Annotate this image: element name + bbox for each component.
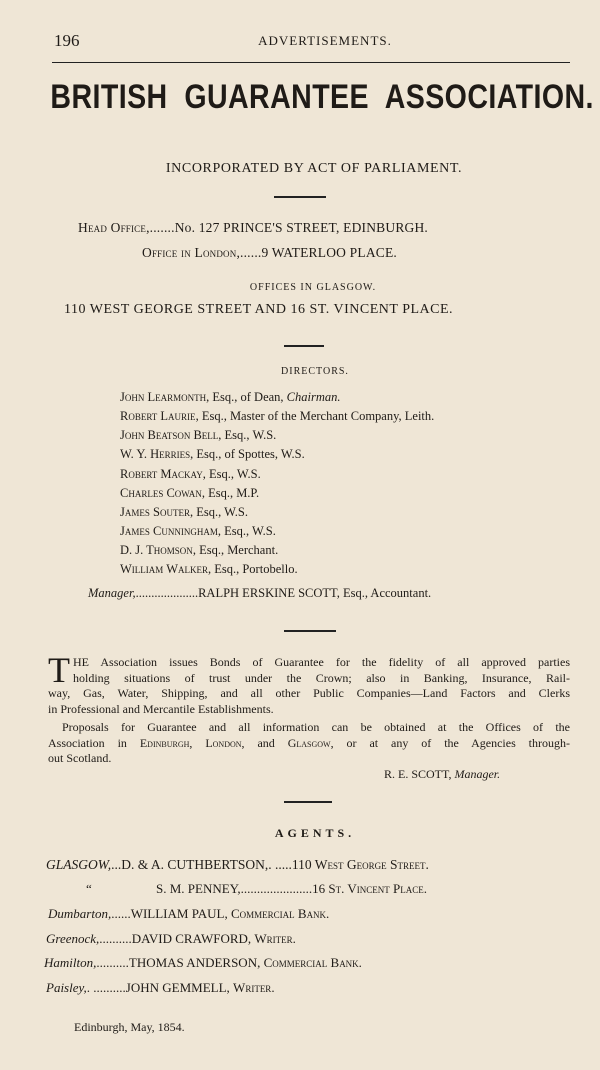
- director-entry: [120, 428, 276, 443]
- agent-row: [46, 980, 275, 996]
- agents-heading: AGENTS.: [274, 826, 356, 840]
- agent-name: S. M. PENNEY,: [156, 881, 241, 896]
- agent-dots: ...: [111, 857, 122, 872]
- director-entry: [120, 505, 248, 520]
- director-desc: , Esq., of Spottes, W.S.: [190, 447, 305, 461]
- agent-dots: . ..........: [86, 980, 126, 995]
- text-fragment: ,: [189, 735, 206, 750]
- agent-place: GLASGOW,: [46, 857, 112, 872]
- director-name: W. Y. Herries: [120, 447, 191, 461]
- directors-heading: DIRECTORS.: [281, 366, 349, 377]
- london-office-dots: ......: [240, 245, 262, 260]
- director-desc: , Esq., W.S.: [189, 505, 248, 519]
- director-name: Charles Cowan: [120, 486, 202, 500]
- agent-name: D. & A. CUTHBERTSON,: [121, 857, 269, 872]
- director-entry: [120, 409, 434, 424]
- head-office-line: [78, 220, 428, 236]
- london-office-label: Office in London,: [142, 245, 241, 260]
- agent-place: Hamilton,: [44, 955, 97, 970]
- proposals-paragraph: [48, 720, 570, 767]
- header-rule: [52, 62, 570, 63]
- signature: [384, 767, 500, 782]
- director-desc: , Esq., Master of the Merchant Company, Leith.: [195, 409, 435, 423]
- director-entry: [120, 486, 259, 501]
- agent-name: THOMAS ANDERSON,: [128, 955, 261, 970]
- london-office-value: 9 WATERLOO PLACE.: [261, 245, 398, 260]
- signature-name: R. E. SCOTT,: [384, 767, 455, 781]
- agent-dots: . .....: [268, 857, 292, 872]
- text-fragment: , or at any of the Agencies through-: [330, 735, 571, 750]
- agent-row: [48, 906, 329, 922]
- agent-row-ditto: [86, 881, 140, 897]
- director-desc: , Esq., Merchant.: [192, 543, 279, 557]
- director-name: William Walker: [120, 562, 208, 576]
- director-desc: , Esq., of Dean,: [206, 390, 287, 404]
- director-desc: , Esq., W.S.: [202, 467, 261, 481]
- agent-place: Greenock,: [46, 931, 100, 946]
- director-name: James Souter: [120, 505, 190, 519]
- agent-dots: ..........: [96, 955, 129, 970]
- director-desc: , Esq., W.S.: [218, 428, 277, 442]
- agent-name: WILLIAM PAUL,: [130, 906, 228, 921]
- director-desc: , Esq., Portobello.: [207, 562, 298, 576]
- manager-line: [88, 586, 431, 601]
- agent-row: [46, 857, 429, 873]
- director-name: D. J. Thomson: [120, 543, 193, 557]
- paragraph-line: holding situations of trust under the Crown; also in Banking, Insurance, Rail-: [73, 670, 570, 685]
- agent-place: “: [86, 881, 92, 896]
- director-entry: [120, 543, 278, 558]
- head-office-dots: .......: [149, 220, 175, 235]
- agent-detail: 110 West George Street.: [291, 857, 429, 872]
- page-number: 196: [54, 31, 80, 50]
- agent-row: [44, 955, 362, 971]
- paragraph-line: out Scotland.: [48, 751, 112, 765]
- text-fragment: , and: [241, 735, 288, 750]
- london-text: London: [205, 735, 242, 750]
- manager-value: RALPH ERSKINE SCOTT, Esq., Accountant.: [198, 586, 432, 600]
- agent-row: [46, 931, 296, 947]
- divider-rule-2: [284, 345, 324, 347]
- signature-role: Manager.: [454, 767, 501, 781]
- glasgow-text: Glasgow: [287, 735, 331, 750]
- agent-detail: Commercial Bank.: [263, 955, 362, 970]
- page-title: BRITISH GUARANTEE ASSOCIATION.: [50, 78, 594, 116]
- director-role: Chairman.: [286, 390, 341, 404]
- divider-rule-4: [284, 801, 332, 803]
- agent-place: Dumbarton,: [48, 906, 112, 921]
- manager-dots: ....................: [135, 586, 199, 600]
- director-name: Robert Laurie: [120, 409, 196, 423]
- agent-name: DAVID CRAWFORD,: [131, 931, 252, 946]
- agent-detail: Writer.: [233, 980, 275, 995]
- drop-cap: T: [48, 650, 70, 690]
- running-head: ADVERTISEMENTS.: [258, 33, 392, 48]
- head-office-label: Head Office,: [78, 220, 150, 235]
- glasgow-address: 110 WEST GEORGE STREET AND 16 ST. VINCENT PLACE.: [64, 302, 454, 317]
- director-name: John Learmonth: [120, 390, 207, 404]
- glasgow-offices-heading: OFFICES IN GLASGOW.: [249, 282, 377, 293]
- agent-detail: 16 St. Vincent Place.: [312, 881, 427, 896]
- footer-date: Edinburgh, May, 1854.: [74, 1020, 185, 1034]
- agent-dots: ..........: [99, 931, 132, 946]
- director-desc: , Esq., W.S.: [217, 524, 276, 538]
- paragraph-line: Proposals for Guarantee and all information can be obtained at the Offices of the: [62, 720, 570, 734]
- paragraph-line: in Professional and Mercantile Establishments.: [48, 701, 274, 716]
- director-entry: [120, 562, 298, 577]
- head-office-value: No. 127 PRINCE'S STREET, EDINBURGH.: [174, 220, 429, 235]
- agent-name: JOHN GEMMELL,: [125, 980, 230, 995]
- agent-row: [156, 881, 427, 897]
- manager-label: Manager,: [88, 586, 136, 600]
- director-name: Robert Mackay: [120, 467, 203, 481]
- director-entry: [120, 390, 341, 405]
- paragraph-line: way, Gas, Water, Shipping, and all other Public Companies—Land Factors and Clerks: [48, 686, 570, 700]
- director-desc: , Esq., M.P.: [201, 486, 260, 500]
- paragraph-line: HE Association issues Bonds of Guarantee for the fidelity of all approved parties: [73, 655, 570, 669]
- director-name: John Beatson Bell: [120, 428, 219, 442]
- agent-dots: ......................: [240, 881, 313, 896]
- paragraph-line: [48, 736, 570, 752]
- divider-rule-1: [274, 196, 326, 198]
- agent-place: Paisley,: [46, 980, 87, 995]
- divider-rule-3: [284, 630, 336, 632]
- director-entry: [120, 467, 261, 482]
- association-paragraph: [48, 650, 570, 717]
- director-name: James Cunningham: [120, 524, 218, 538]
- agent-detail: Commercial Bank.: [230, 906, 330, 921]
- agent-detail: Writer.: [254, 931, 296, 946]
- agent-dots: ......: [111, 906, 131, 921]
- text-fragment: Association in: [48, 735, 140, 750]
- director-entry: [120, 447, 305, 462]
- london-office-line: [142, 245, 397, 261]
- edinburgh-text: Edinburgh: [139, 735, 190, 750]
- director-entry: [120, 524, 276, 539]
- incorporated-line: INCORPORATED BY ACT OF PARLIAMENT.: [165, 161, 463, 176]
